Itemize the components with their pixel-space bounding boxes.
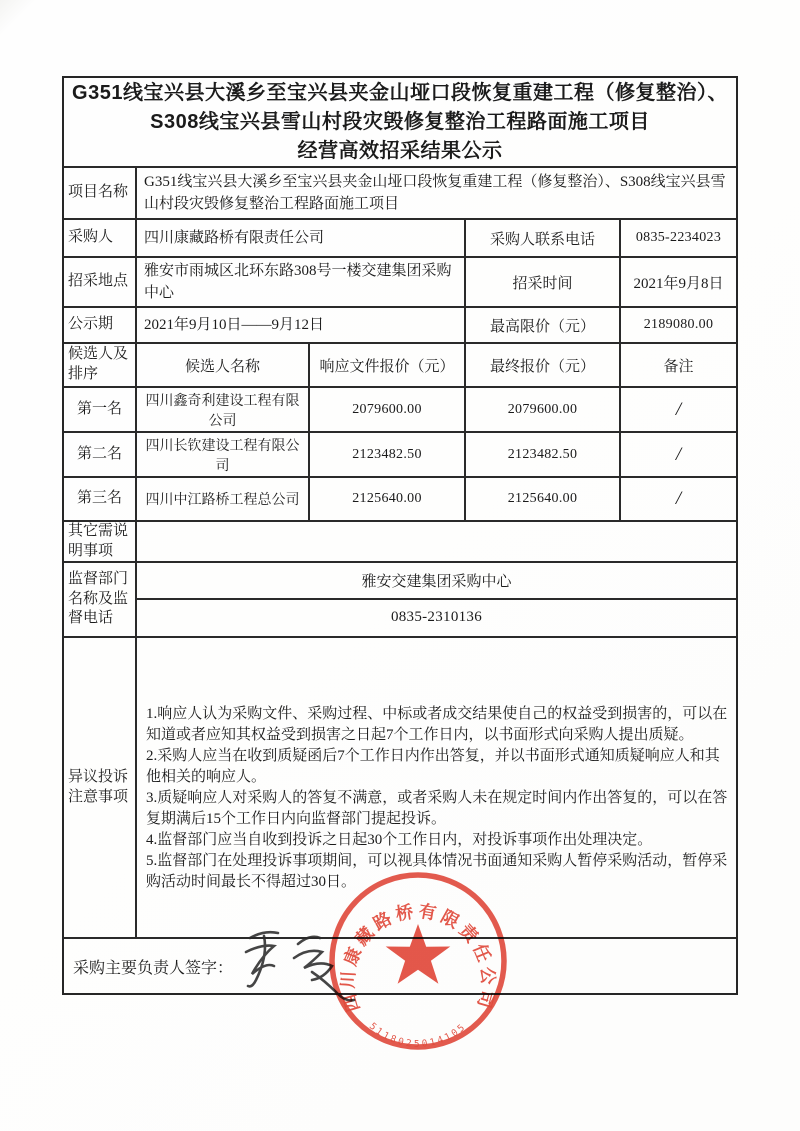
price-limit-label: 最高限价（元） (466, 308, 621, 342)
table-row-candidate-1 (64, 388, 736, 433)
announcement-table (62, 76, 738, 995)
supervisor-name: 雅安交建集团采购中心 (137, 563, 736, 600)
location-label: 招采地点 (64, 258, 137, 306)
project-name-label: 项目名称 (64, 168, 137, 218)
table-row-candidate-3 (64, 478, 736, 522)
row-purchaser (64, 220, 736, 258)
bid-time-label: 招采时间 (466, 258, 621, 306)
purchaser-contact-label: 采购人联系电话 (466, 220, 621, 256)
purchaser-value: 四川康藏路桥有限责任公司 (144, 229, 325, 246)
seal-star (386, 924, 451, 984)
bid-time-value: 2021年9月8日 (633, 275, 724, 292)
other-notes-label: 其它需说明事项 (64, 522, 137, 561)
supervisor-label: 监督部门名称及监督电话 (64, 563, 137, 636)
purchaser-contact-value: 0835-2234023 (635, 230, 722, 245)
row-candidate-header (64, 344, 736, 388)
candidate-2-remark: / (675, 443, 682, 465)
dispute-item-5: 5.监督部门在处理投诉事项期间，可以视具体情况书面通知采购人暂停采购活动，暂停采购活动时间最长不得超过30日。 (146, 853, 728, 890)
row-project-name (64, 168, 736, 220)
title-line-1: G351线宝兴县大溪乡至宝兴县夹金山垭口段恢复重建工程（修复整治）、 (72, 81, 728, 104)
supervisor-values (137, 563, 736, 636)
candidate-2-rank: 第二名 (64, 433, 137, 476)
row-publicity-period (64, 308, 736, 344)
supervisor-phone: 0835-2310136 (390, 609, 483, 626)
dispute-item-1: 1.响应人认为采购文件、采购过程、中标或者成交结果使自己的权益受到损害的，可以在知道或者应知其权益受到损害之日起7个工作日内，以书面形式向采购人提出质疑。 (146, 706, 728, 743)
location-value: 雅安市雨城区北环东路308号一楼交建集团采购中心 (144, 262, 452, 301)
candidate-remark-header: 备注 (663, 358, 694, 375)
price-limit-value: 2189080.00 (643, 317, 714, 332)
seal-company-text: 四川康藏路桥有限责任公司 (337, 900, 499, 1015)
svg-text:5118025014105 (367, 1021, 469, 1050)
candidate-1-remark: / (675, 398, 682, 420)
candidate-name-header: 候选人名称 (137, 344, 310, 386)
dispute-label: 异议投诉注意事项 (64, 638, 137, 937)
candidate-final-header: 最终报价（元） (466, 344, 621, 386)
title-line-2: S308线宝兴县雪山村段灾毁修复整治工程路面施工项目 (150, 110, 650, 133)
project-name-value: G351线宝兴县大溪乡至宝兴县夹金山垭口段恢复重建工程（修复整治）、S308线宝兴县雪山村段灾毁修复整治工程路面施工项目 (144, 173, 726, 212)
dispute-item-2: 2.采购人应当在收到质疑函后7个工作日内作出答复，并以书面形式通知质疑响应人和其他相关的响应人。 (146, 748, 720, 785)
candidate-3-remark: / (675, 488, 682, 509)
row-location (64, 258, 736, 308)
company-seal (322, 862, 514, 1060)
document-title (64, 78, 736, 168)
candidate-rank-header: 候选人及排序 (64, 344, 137, 386)
candidate-1-bid: 2079600.00 (310, 388, 466, 431)
title-line-3: 经营高效招采结果公示 (297, 139, 503, 162)
row-other-notes (64, 522, 736, 563)
table-row-candidate-2 (64, 433, 736, 478)
dispute-item-4: 4.监督部门应当自收到投诉之日起30个工作日内，对投诉事项作出处理决定。 (146, 832, 653, 848)
candidate-1-name: 四川鑫奇利建设工程有限公司 (137, 388, 310, 431)
publicity-label: 公示期 (64, 308, 137, 342)
other-notes-value (137, 539, 151, 545)
signature-label: 采购主要负责人签字： (73, 959, 234, 977)
dispute-item-3: 3.质疑响应人对采购人的答复不满意，或者采购人未在规定时间内作出答复的，可以在答复期满后15个工作日内向监督部门提起投诉。 (146, 790, 728, 827)
candidate-2-final: 2123482.50 (466, 433, 621, 476)
purchaser-label: 采购人 (64, 220, 137, 256)
candidate-3-final: 2125640.00 (466, 478, 621, 520)
candidate-2-name: 四川长钦建设工程有限公司 (137, 433, 310, 476)
seal-number-text: 5118025014105 (366, 1020, 470, 1050)
row-supervisor (64, 563, 736, 638)
candidate-bid-header: 响应文件报价（元） (310, 344, 466, 386)
candidate-1-final: 2079600.00 (466, 388, 621, 431)
candidate-1-rank: 第一名 (64, 388, 137, 431)
candidate-3-bid: 2125640.00 (310, 478, 466, 520)
candidate-3-name: 四川中江路桥工程总公司 (137, 478, 310, 520)
candidate-2-bid: 2123482.50 (310, 433, 466, 476)
publicity-value: 2021年9月10日——9月12日 (144, 316, 325, 333)
candidate-3-rank: 第三名 (64, 478, 137, 520)
